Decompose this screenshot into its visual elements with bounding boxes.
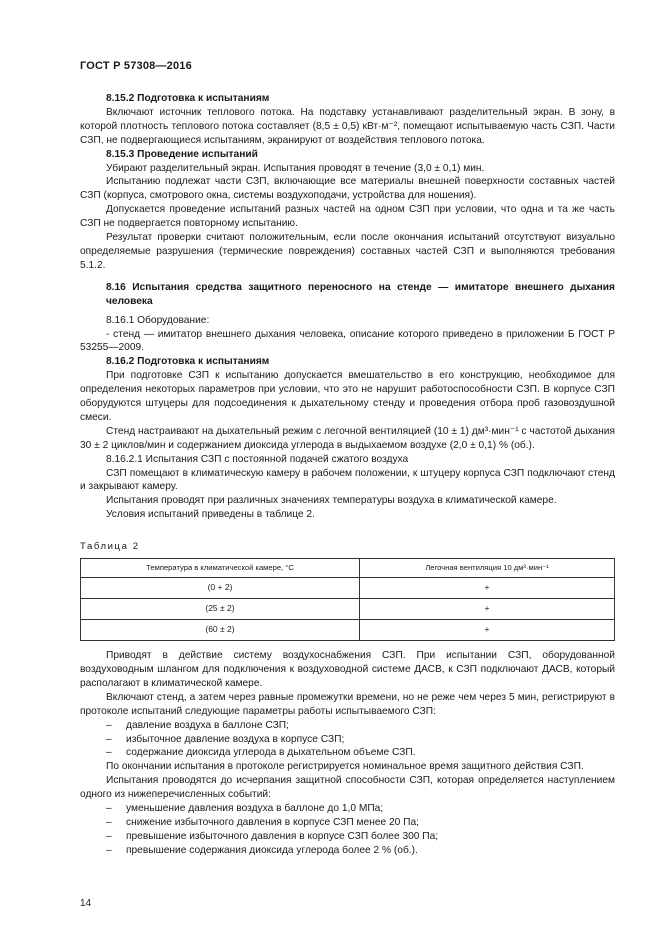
conditions-table	[80, 558, 615, 641]
list-item-text: содержание диоксида углерода в дыхательном объеме СЗП.	[126, 747, 416, 759]
list-dash: –	[106, 803, 112, 815]
list-item	[80, 746, 615, 760]
table-cell: (60 ± 2)	[81, 620, 360, 641]
list-dash: –	[106, 747, 112, 759]
paragraph: Приводят в действие систему воздухоснабжения СЗП. При испытании СЗП, оборудованной воздуховодным шлангом для подключения к воздуховодной системе ДАСВ, к СЗП подключают ДАСВ, который располагают в климатической камере.	[80, 650, 615, 689]
paragraph: 8.16.2.1 Испытания СЗП с постоянной подачей сжатого воздуха	[106, 453, 409, 465]
paragraph: Убирают разделительный экран. Испытания проводят в течение (3,0 ± 0,1) мин.	[106, 162, 485, 174]
document-body	[80, 92, 615, 858]
list-item	[80, 844, 615, 858]
list-item	[80, 719, 615, 733]
paragraph: Допускается проведение испытаний разных частей на одном СЗП при условии, что одна и та же часть СЗП не подвергается повторному испытанию.	[80, 204, 615, 230]
section-heading-8-15-3: 8.15.3 Проведение испытаний	[106, 148, 258, 160]
list-item	[80, 802, 615, 816]
table-cell: (0 + 2)	[81, 578, 360, 599]
table-header-row	[81, 559, 615, 578]
list-item	[80, 733, 615, 747]
paragraph: Испытания проводятся до исчерпания защитной способности СЗП, которая определяется наступлением одного из нижеперечисленных событий:	[80, 775, 615, 801]
paragraph: - стенд — имитатор внешнего дыхания человека, описание которого приведено в приложении Б ГОСТ Р 53255—2009.	[80, 328, 615, 354]
table-cell: (25 ± 2)	[81, 599, 360, 620]
section-heading-8-16-2: 8.16.2 Подготовка к испытаниям	[106, 356, 270, 368]
list-dash: –	[106, 733, 112, 745]
list-item-text: уменьшение давления воздуха в баллоне до 1,0 МПа;	[126, 803, 384, 815]
paragraph: При подготовке СЗП к испытанию допускается вмешательство в его конструкцию, необходимое для определения некоторых параметров при условии, что это не нарушит работоспособности СЗП. В корпусе СЗП оборудуются штуцеры для подсоединения к дыхательному стенду и проведения отбора проб газовоздушной смеси.	[80, 370, 615, 423]
document-header: ГОСТ Р 57308—2016	[80, 60, 192, 72]
section-heading-8-16: 8.16 Испытания средства защитного переносного на стенде — имитаторе внешнего дыхания человека	[106, 281, 615, 307]
column-header-temperature: Температура в климатической камере, °С	[81, 559, 360, 578]
table-cell: +	[360, 599, 615, 620]
list-item-text: превышение содержания диоксида углерода более 2 % (об.).	[126, 844, 418, 856]
paragraph: Условия испытаний приведены в таблице 2.	[106, 509, 315, 521]
list-dash: –	[106, 816, 112, 828]
table-cell: +	[360, 578, 615, 599]
table-row	[81, 599, 615, 620]
section-heading-8-15-2: 8.15.2 Подготовка к испытаниям	[106, 93, 270, 104]
paragraph: Испытанию подлежат части СЗП, включающие все материалы внешней поверхности составных частей СЗП (корпуса, смотрового окна, системы воздухоподачи, устройства для ношения).	[80, 176, 615, 202]
list-dash: –	[106, 830, 112, 842]
paragraph: Включают источник теплового потока. На подставку устанавливают разделительный экран. В зону, в которой плотность теплового потока составляет (8,5 ± 0,5) кВт·м⁻², помещают испытываемую часть СЗП. Части СЗП, не подвергающиеся испытаниям, экранируют от воздействия теплового потока.	[80, 106, 615, 146]
paragraph: 8.16.1 Оборудование:	[106, 314, 210, 326]
list-item-text: давление воздуха в баллоне СЗП;	[126, 719, 289, 731]
list-item-text: превышение избыточного давления в корпусе СЗП более 300 Па;	[126, 830, 439, 842]
paragraph: Стенд настраивают на дыхательный режим с легочной вентиляцией (10 ± 1) дм³·мин⁻¹ с частотой дыхания 30 ± 2 циклов/мин и содержанием диоксида углерода в выдыхаемом воздухе (2,0 ± 0,1) % (об.).	[80, 425, 615, 451]
list-item-text: снижение избыточного давления в корпусе СЗП менее 20 Па;	[126, 816, 419, 828]
table-row	[81, 578, 615, 599]
table-caption: Таблица 2	[80, 541, 140, 553]
paragraph: Включают стенд, а затем через равные промежутки времени, но не реже чем через 5 мин, регистрируют в протоколе испытаний следующие параметры работы испытываемого СЗП:	[80, 691, 615, 717]
list-item-text: избыточное давление воздуха в корпусе СЗП;	[126, 733, 345, 745]
list-dash: –	[106, 719, 112, 731]
column-header-ventilation: Легочная вентиляция 10 дм³·мин⁻¹	[360, 559, 615, 578]
table-row	[81, 620, 615, 641]
paragraph: СЗП помещают в климатическую камеру в рабочем положении, к штуцеру корпуса СЗП подключают стенд и закрывают камеру.	[80, 467, 615, 493]
page-number: 14	[80, 898, 92, 909]
paragraph: Результат проверки считают положительным, если после окончания испытаний отсутствуют визуально определяемые разрушения (термические повреждения) составных частей СЗП и выполняются требования 5.1.2.	[80, 232, 615, 271]
paragraph: По окончании испытания в протоколе регистрируется номинальное время защитного действия СЗП.	[106, 761, 584, 773]
list-item	[80, 816, 615, 830]
table-cell: +	[360, 620, 615, 641]
paragraph: Испытания проводят при различных значениях температуры воздуха в климатической камере.	[106, 495, 557, 507]
list-dash: –	[106, 844, 112, 856]
list-item	[80, 830, 615, 844]
